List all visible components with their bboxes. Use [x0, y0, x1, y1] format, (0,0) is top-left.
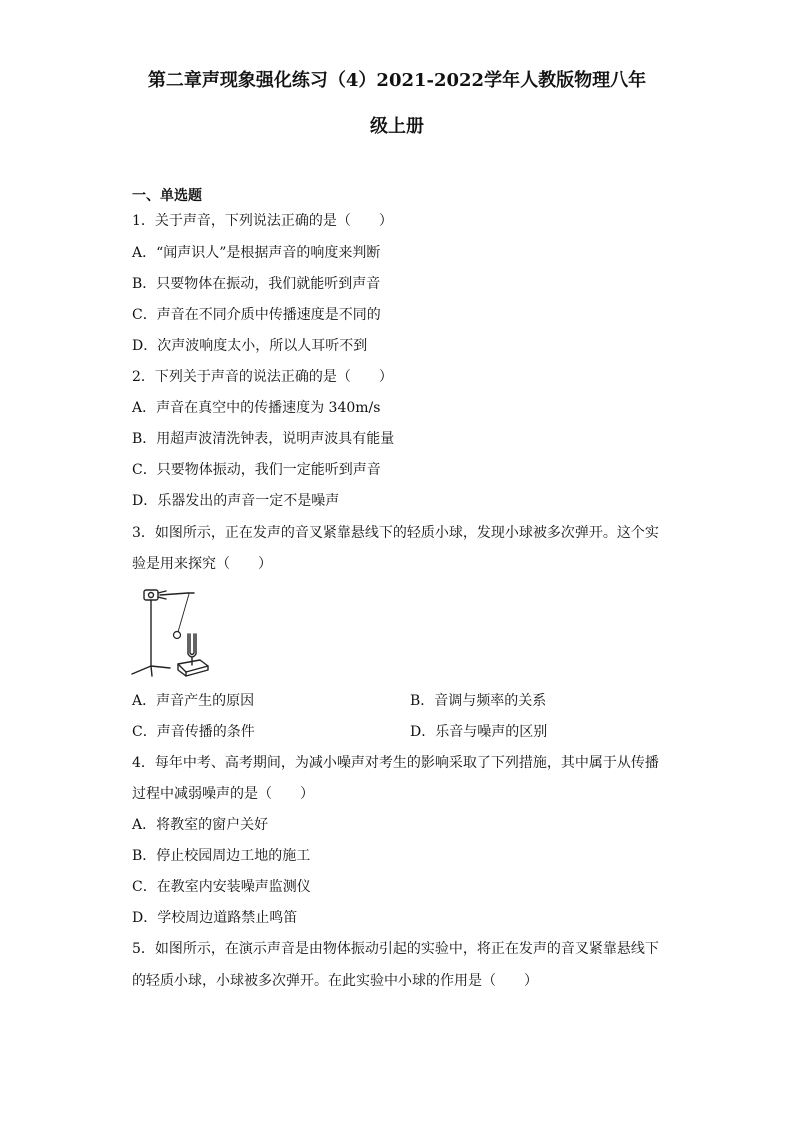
question-stem-line-2: 过程中减弱噪声的是（ ）	[132, 786, 314, 802]
option-d: D．乐音与噪声的区别	[410, 724, 548, 740]
question-stem-line-1: 4．每年中考、高考期间，为减小噪声对考生的影响采取了下列措施，其中属于从传播	[132, 755, 659, 771]
option-c: C．在教室内安装噪声监测仪	[132, 879, 311, 895]
option-d: D．学校周边道路禁止鸣笛	[132, 910, 298, 926]
option-c: C．声音在不同介质中传播速度是不同的	[132, 307, 381, 323]
question-stem-line-2: 验是用来探究（ ）	[132, 556, 272, 572]
question-stem-line-1: 3．如图所示，正在发声的音叉紧靠悬线下的轻质小球，发现小球被多次弹开。这个实	[132, 525, 659, 541]
option-d: D．乐器发出的声音一定不是噪声	[132, 493, 340, 509]
option-a: A．“闻声识人”是根据声音的响度来判断	[132, 245, 381, 261]
option-b: B．停止校园周边工地的施工	[132, 848, 311, 864]
option-a: A．将教室的窗户关好	[132, 817, 269, 833]
option-a: A．声音产生的原因	[132, 693, 255, 709]
question-stem: 2．下列关于声音的说法正确的是（ ）	[132, 369, 393, 385]
option-c: C．只要物体振动，我们一定能听到声音	[132, 462, 381, 478]
option-a: A．声音在真空中的传播速度为 340m/s	[132, 400, 381, 416]
option-b: B．用超声波清洗钟表，说明声波具有能量	[132, 431, 395, 447]
question-stem: 1．关于声音，下列说法正确的是（ ）	[132, 213, 393, 229]
title-line-1: 第二章声现象强化练习（4）2021-2022学年人教版物理八年	[147, 70, 647, 91]
option-b: B．音调与频率的关系	[410, 693, 547, 709]
title-line-2: 级上册	[370, 116, 424, 137]
tuning-fork-apparatus-figure	[130, 586, 215, 678]
question-stem-line-1: 5．如图所示，在演示声音是由物体振动引起的实验中，将正在发声的音叉紧靠悬线下	[132, 941, 659, 957]
option-d: D．次声波响度太小，所以人耳听不到	[132, 338, 368, 354]
option-b: B．只要物体在振动，我们就能听到声音	[132, 276, 381, 292]
question-stem-line-2: 的轻质小球，小球被多次弹开。在此实验中小球的作用是（ ）	[132, 973, 538, 989]
option-c: C．声音传播的条件	[132, 724, 255, 740]
section-heading: 一、单选题	[132, 188, 202, 204]
